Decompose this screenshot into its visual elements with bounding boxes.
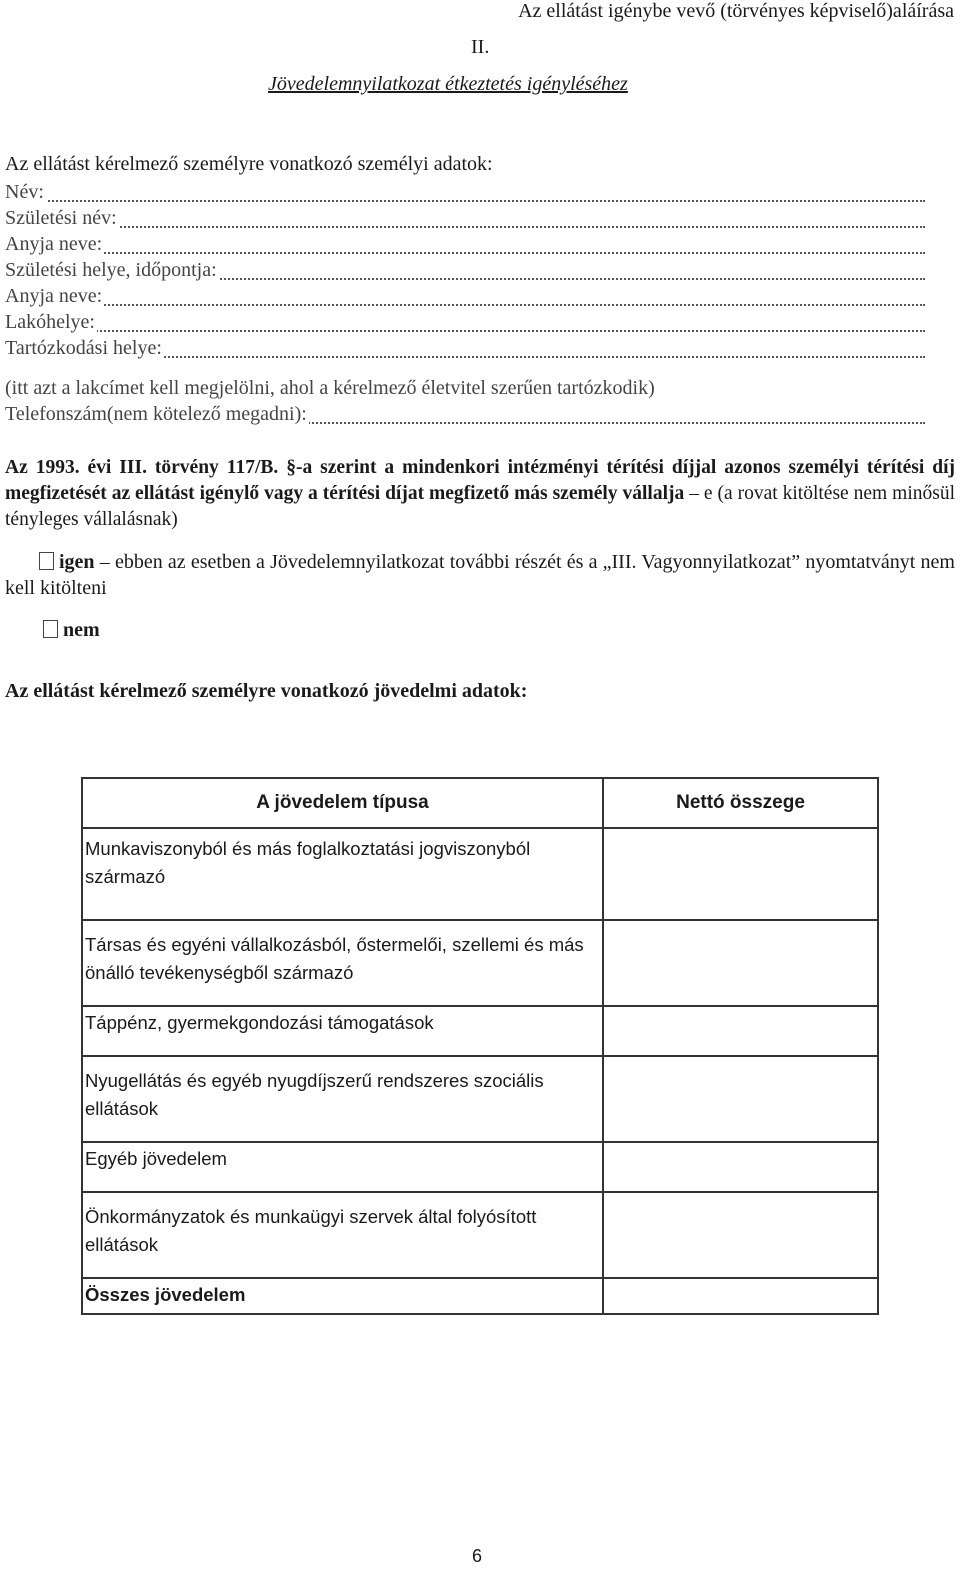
amount-cell[interactable] [603,1056,878,1142]
address-note: (itt azt a lakcímet kell megjelölni, ahol a kérelmező életvitel szerűen tartózkodik) [5,377,655,399]
field-label: Születési helye, időpontja: [5,259,217,281]
checkbox-yes[interactable] [39,552,54,570]
table-row [82,1006,878,1056]
law-note: – e (a rovat kitöltése nem minősül tényleges vállalásnak) [5,483,955,530]
field-label: Név: [5,181,44,203]
field-name[interactable] [5,181,925,207]
table-row [82,1142,878,1192]
column-header-amount: Nettó összege [603,778,878,828]
income-type-other: Egyéb jövedelem [82,1142,603,1192]
option-yes [5,549,955,601]
option-no-label: nem [63,619,100,641]
personal-data-intro: Az ellátást kérelmező személyre vonatkozó személyi adatok: [5,153,493,175]
field-label: Lakóhelye: [5,311,95,333]
income-type-municipal: Önkormányzatok és munkaügyi szervek által folyósított ellátások [82,1192,603,1278]
income-type-enterprise: Társas és egyéni vállalkozásból, őstermelői, szellemi és más önálló tevékenységből származó [82,920,603,1006]
table-row [82,828,878,920]
field-phone[interactable] [5,403,925,429]
income-type-pension: Nyugellátás és egyéb nyugdíjszerű rendszeres szociális ellátások [82,1056,603,1142]
fill-in-dots [5,252,925,254]
fill-in-dots [5,226,925,228]
section-number: II. [471,36,490,58]
amount-cell[interactable] [603,920,878,1006]
total-income-label: Összes jövedelem [82,1278,603,1314]
law-reference: Az 1993. évi III. törvény 117/B. §-a szerint a mindenkori intézményi térítési díjjal azonos személyi térítési díj megfizetését az ellátást igénylő vagy a térítési díjat megfizető más személy vállalja [5,457,955,504]
fill-in-dots [5,200,925,202]
field-label: Telefonszám(nem kötelező megadni): [5,403,307,425]
field-residence[interactable] [5,311,925,337]
income-type-employment: Munkaviszonyból és más foglalkoztatási jogviszonyból származó [82,828,603,920]
total-amount-cell[interactable] [603,1278,878,1314]
table-total-row [82,1278,878,1314]
field-stay-address[interactable] [5,337,925,363]
field-mother-name-2[interactable] [5,285,925,311]
amount-cell[interactable] [603,1192,878,1278]
amount-cell[interactable] [603,1006,878,1056]
field-birth-name[interactable] [5,207,925,233]
field-label: Anyja neve: [5,233,103,255]
fill-in-dots [5,330,925,332]
field-mother-name[interactable] [5,233,925,259]
field-birth-place-date[interactable] [5,259,925,285]
page-number: 6 [472,1546,483,1566]
income-type-sick-pay: Táppénz, gyermekgondozási támogatások [82,1006,603,1056]
table-row [82,920,878,1006]
option-yes-label: igen [59,551,95,573]
document-title: Jövedelemnyilatkozat étkeztetés igényléséhez [268,73,628,95]
fee-declaration [5,455,955,533]
option-no [5,617,955,643]
amount-cell[interactable] [603,828,878,920]
column-header-type: A jövedelem típusa [82,778,603,828]
table-header-row [82,778,878,828]
checkbox-no[interactable] [43,620,58,638]
amount-cell[interactable] [603,1142,878,1192]
field-label: Anyja neve: [5,285,103,307]
income-table [81,777,879,1315]
field-label: Tartózkodási helye: [5,337,162,359]
option-yes-text: – ebben az esetben a Jövedelemnyilatkozat további részét és a „III. Vagyonnyilatkozat” nyomtatványt nem kell kitölteni [5,551,955,599]
table-row [82,1056,878,1142]
fill-in-dots [5,304,925,306]
table-row [82,1192,878,1278]
signature-caption: Az ellátást igénybe vevő (törvényes képviselő)aláírása [518,0,954,22]
field-label: Születési név: [5,207,117,229]
income-heading: Az ellátást kérelmező személyre vonatkozó jövedelmi adatok: [5,680,528,702]
